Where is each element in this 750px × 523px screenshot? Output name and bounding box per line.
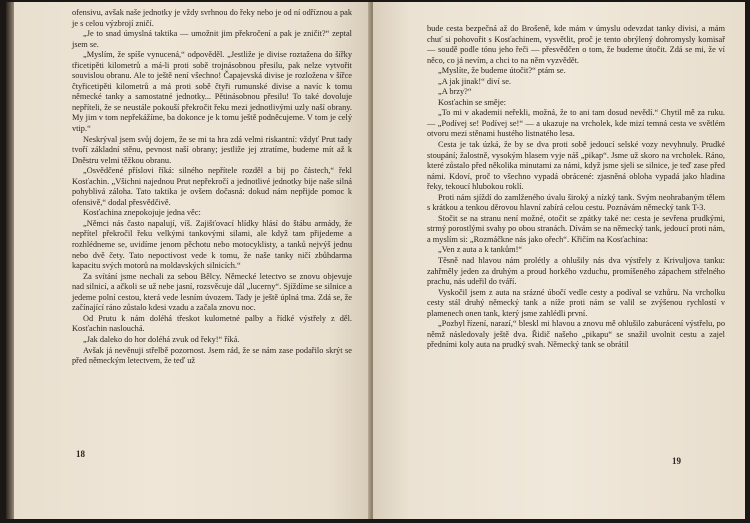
paragraph: bude cesta bezpečná až do Brošeně, kde mám v úmyslu odevzdat tanky divisi, a mám chuť si pohovořit s Kosťachinem, vysvětlit, proč je tento obrýlený dohromysly komisař — soudě podle tónu jeho řeči — přesvědčen o tom, že budeme útočit. Zdá se mi, že ví něco, co já nevím, a chci to na něm vyzvědět. (427, 24, 725, 65)
paragraph: Za svítání jsme nechali za sebou Bělcy. Německé letectvo se znovu objevuje nad silnicí, a ačkoli se už nebe jasní, rozsvěcuje dál „lucerny“. Sjíždíme se silnice a jedeme polní cestou, která vede lesním úvozem. Tady je ještě úplná tma. Zdá se, že začínající ráno zůstalo kdesi vzadu a začala znovu noc. (72, 271, 352, 313)
paragraph: Neskrýval jsem svůj dojem, že se mi ta hra zdá velmi riskantní: vždyť Prut tady tvoří základní stěnu, pevnost naší obrany; jestliže jej ztratíme, budeme mít až k Dněstru velmi těžkou obranu. (72, 134, 352, 165)
open-book (4, 2, 748, 519)
paragraph: „Je to snad úmyslná taktika — umožnit jim překročení a pak je zničit?“ zeptal jsem se. (72, 29, 352, 49)
paragraph: Kosťachina znepokojuje jedna věc: (83, 208, 201, 218)
paragraph: „Myslíte, že budeme útočit?“ ptám se. (438, 66, 566, 76)
left-page (14, 2, 371, 519)
paragraph: Těsně nad hlavou nám prolétly a ohlušily nás dva výstřely z Krivuljova tanku: zahřměly jeden za druhým a proud horkého vzduchu, promíšeného zápachem střelného prachu, nás udeřil do tváří. (427, 256, 725, 287)
paragraph: ofensivu, avšak naše jednotky je vždy svrhnou do řeky nebo je od ní odříznou a pak je s celou výzbrojí zničí. (72, 8, 352, 28)
paragraph: „A brzy?“ (438, 87, 472, 97)
paragraph: „A jak jinak!“ diví se. (438, 76, 511, 86)
paragraph: Stočit se na stranu není možné, otočit se zpátky také ne: cesta je sevřena prudkými, strmý porostlými svahy po obou stranách. Dívám se na německý tank, jedoucí proti nám, a myslím si: „Rozmáčkne nás jako ořech“. Křičím na Kosťachina: (427, 213, 725, 244)
paragraph: „To mi v akademii neřekli, možná, že to ani tam dosud nevědí.“ Chytil mě za ruku. — „Podívej se! Podívej se!“ — a ukazuje na vrcholek, kde mizí temná cesta ve světlém otvoru mezi stěnami hustého listnatého lesa. (427, 108, 725, 139)
paragraph: Od Prutu k nám doléhá třeskot kulometné palby a řídké výstřely z děl. Kosťachin naslouchá. (72, 313, 352, 334)
right-page (373, 2, 745, 519)
paragraph: „Ven z auta a k tankům!“ (438, 245, 523, 255)
paragraph: „Němci nás často napalují, víš. Zajišťovací hlídky hlásí do štábu armády, že nepřítel překročil řeku velkými tankovými silami, ale když tam přijedeme a rozhlédneme se, uvidíme jenom pěchotu nebo motocyklisty, a tanků nejvýš jednu nebo dvě čety. Tato nepoctivost vede k tomu, že naše tanky ničí zbůhdarma kapacitu svých motorů na moldavských silnicích.“ (72, 218, 352, 271)
paragraph: „Myslím, že spíše vynucená,“ odpověděl. „Jestliže je divise roztažena do šířky třicetipěti kilometrů a má-li proti sobě trojnásobnou přesilu, pak nelze vytvořit souvislou obranu. Ale to ještě není všechno! Čapajevská divise je rozložena v šířce čtyřicetipěti kilometrů a má proti sobě čtyři rumunské divise a navíc k tomu německé tanky a samostatné jednotky... Pětinásobnou přesilu! To také dovoluje nepříteli, že se neustále pokouší překročit řeku mezi jednotlivými uzly naší obrany. My jim v tom nepřekážíme, ba dokonce je k tomu ještě podněcujeme. V tom je celý vtip.“ (72, 50, 352, 134)
paragraph: Avšak já nevěnuji střelbě pozornost. Jsem rád, že se nám zase podařilo skrýt se před německým letectvem, že teď už (72, 345, 352, 366)
paragraph: Proti nám sjíždí do zamlženého úvalu široký a nízký tank. Svým neohrabaným tělem s krátkou a tenkou děrovou hlavní zabírá celou cestu. Poznávám německý tank T-3. (427, 192, 725, 213)
left-page-text (72, 8, 352, 367)
paragraph: „Pozbyl řízení, narazí,“ bleskl mi hlavou a znovu mě ohlušilo zaburácení výstřelu, po němž následovaly ještě dva. Řidič našeho „pikapu“ se snažil uvolnit cestu a zajel předními koly auta na prudký svah. Německý tank se obrátil (427, 319, 725, 350)
paragraph: Cesta je tak úzká, že by se dva proti sobě jedoucí selské vozy nevyhnuly. Prudké stoupání; žalostně, vysokým hlasem vyje náš „pikap“. Jsme už skoro na vrcholek. Ráno, které zůstalo před několika minutami za námi, když jsme sjeli se silnice, je teď zase před námi. Kdoví, proč to všechno vypadá obrácené: zjasněná obloha vypadá jako hladina řeky, tekoucí hlubokou roklí. (427, 140, 725, 192)
paragraph: Kosťachin se směje: (438, 97, 506, 107)
paragraph: Vyskočil jsem z auta na srázné úbočí vedle cesty a podíval se vzhůru. Na vrcholku cesty stál druhý německý tank a níže proti nám se valil se zvýšenou rychlostí v plamenech onen tank, který jsme zahlédli první. (427, 287, 725, 318)
page-number-right: 19 (672, 456, 681, 466)
paragraph: „Jak daleko do hor doléhá zvuk od řeky!“ říká. (83, 334, 240, 344)
right-page-text (427, 24, 725, 351)
paragraph: „Osvědčené příslovi říká: silného nepřítele rozděl a bij po částech,“ řekl Kosťachin. „Všichni najednou Prut nepřekročí a jednotlivé jednotky bije naše silná pohyblivá záloha. Tato taktika je ovšem dočasná: dokud nám nepřijde pomoc k ofensivě,“ dodal přesvědčivě. (72, 166, 352, 207)
page-number-left: 18 (76, 449, 85, 459)
